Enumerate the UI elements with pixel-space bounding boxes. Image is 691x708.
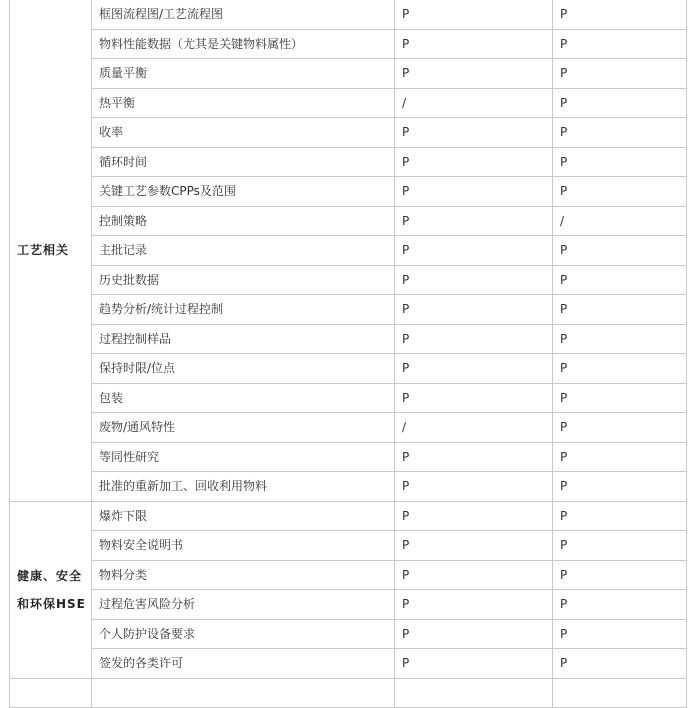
value-b-cell: P — [553, 442, 687, 472]
value-a-cell: P — [395, 560, 553, 590]
table-row — [10, 177, 687, 207]
value-b-cell: P — [553, 531, 687, 561]
item-cell: 物料性能数据（尤其是关键物料属性） — [92, 29, 395, 59]
item-cell: 物料分类 — [92, 560, 395, 590]
table-row — [10, 619, 687, 649]
table-row — [10, 324, 687, 354]
item-cell: 热平衡 — [92, 88, 395, 118]
value-b-cell: P — [553, 649, 687, 679]
value-b-cell: P — [553, 383, 687, 413]
value-a-cell: P — [395, 236, 553, 266]
item-cell: 爆炸下限 — [92, 501, 395, 531]
value-a-cell: P — [395, 619, 553, 649]
table-row — [10, 118, 687, 148]
value-b-cell: P — [553, 619, 687, 649]
table-row — [10, 590, 687, 620]
value-b-cell: P — [553, 324, 687, 354]
table-row — [10, 0, 687, 29]
empty-cell — [553, 678, 687, 708]
value-b-cell: P — [553, 118, 687, 148]
table-row — [10, 265, 687, 295]
value-b-cell: P — [553, 147, 687, 177]
item-cell: 签发的各类许可 — [92, 649, 395, 679]
value-a-cell: P — [395, 531, 553, 561]
table-row — [10, 531, 687, 561]
table-row — [10, 383, 687, 413]
item-cell: 质量平衡 — [92, 59, 395, 89]
table-row — [10, 442, 687, 472]
table-row — [10, 29, 687, 59]
value-b-cell: P — [553, 59, 687, 89]
value-b-cell: / — [553, 206, 687, 236]
value-b-cell: P — [553, 29, 687, 59]
item-cell: 等同性研究 — [92, 442, 395, 472]
value-a-cell: P — [395, 265, 553, 295]
value-b-cell: P — [553, 295, 687, 325]
item-cell: 历史批数据 — [92, 265, 395, 295]
item-cell: 个人防护设备要求 — [92, 619, 395, 649]
value-a-cell: P — [395, 590, 553, 620]
category-label: 工艺相关 — [17, 243, 70, 258]
value-a-cell: P — [395, 354, 553, 384]
value-b-cell: P — [553, 472, 687, 502]
value-b-cell: P — [553, 590, 687, 620]
value-a-cell: P — [395, 383, 553, 413]
table-row — [10, 236, 687, 266]
empty-cell — [395, 678, 553, 708]
item-cell: 趋势分析/统计过程控制 — [92, 295, 395, 325]
empty-cell — [10, 678, 92, 708]
table-row — [10, 354, 687, 384]
table-row — [10, 59, 687, 89]
value-b-cell: P — [553, 265, 687, 295]
table-row-partial — [10, 678, 687, 708]
value-b-cell: P — [553, 354, 687, 384]
table-row — [10, 206, 687, 236]
item-cell: 主批记录 — [92, 236, 395, 266]
value-a-cell: P — [395, 147, 553, 177]
value-b-cell: P — [553, 413, 687, 443]
category-cell — [10, 501, 92, 678]
item-cell: 物料安全说明书 — [92, 531, 395, 561]
value-a-cell: P — [395, 324, 553, 354]
value-a-cell: P — [395, 0, 553, 29]
table-row — [10, 88, 687, 118]
table-row — [10, 649, 687, 679]
value-b-cell: P — [553, 560, 687, 590]
item-cell: 废物/通风特性 — [92, 413, 395, 443]
value-a-cell: P — [395, 59, 553, 89]
value-b-cell: P — [553, 501, 687, 531]
table-row — [10, 560, 687, 590]
value-b-cell: P — [553, 0, 687, 29]
table-row — [10, 413, 687, 443]
value-a-cell: / — [395, 413, 553, 443]
item-cell: 批准的重新加工、回收利用物料 — [92, 472, 395, 502]
value-b-cell: P — [553, 177, 687, 207]
table-row — [10, 472, 687, 502]
empty-cell — [92, 678, 395, 708]
requirements-table — [9, 0, 687, 708]
category-label: 健康、安全和环保HSE — [17, 568, 86, 611]
value-a-cell: P — [395, 295, 553, 325]
item-cell: 保持时限/位点 — [92, 354, 395, 384]
value-b-cell: P — [553, 88, 687, 118]
value-a-cell: P — [395, 649, 553, 679]
item-cell: 循环时间 — [92, 147, 395, 177]
value-b-cell: P — [553, 236, 687, 266]
value-a-cell: P — [395, 501, 553, 531]
item-cell: 收率 — [92, 118, 395, 148]
table-body — [10, 0, 687, 708]
item-cell: 关键工艺参数CPPs及范围 — [92, 177, 395, 207]
value-a-cell: P — [395, 29, 553, 59]
item-cell: 过程控制样品 — [92, 324, 395, 354]
table-row — [10, 501, 687, 531]
value-a-cell: / — [395, 88, 553, 118]
item-cell: 框图流程图/工艺流程图 — [92, 0, 395, 29]
item-cell: 过程危害风险分析 — [92, 590, 395, 620]
table-row — [10, 295, 687, 325]
value-a-cell: P — [395, 206, 553, 236]
item-cell: 包装 — [92, 383, 395, 413]
item-cell: 控制策略 — [92, 206, 395, 236]
value-a-cell: P — [395, 177, 553, 207]
value-a-cell: P — [395, 442, 553, 472]
value-a-cell: P — [395, 118, 553, 148]
category-cell — [10, 0, 92, 501]
table-row — [10, 147, 687, 177]
value-a-cell: P — [395, 472, 553, 502]
